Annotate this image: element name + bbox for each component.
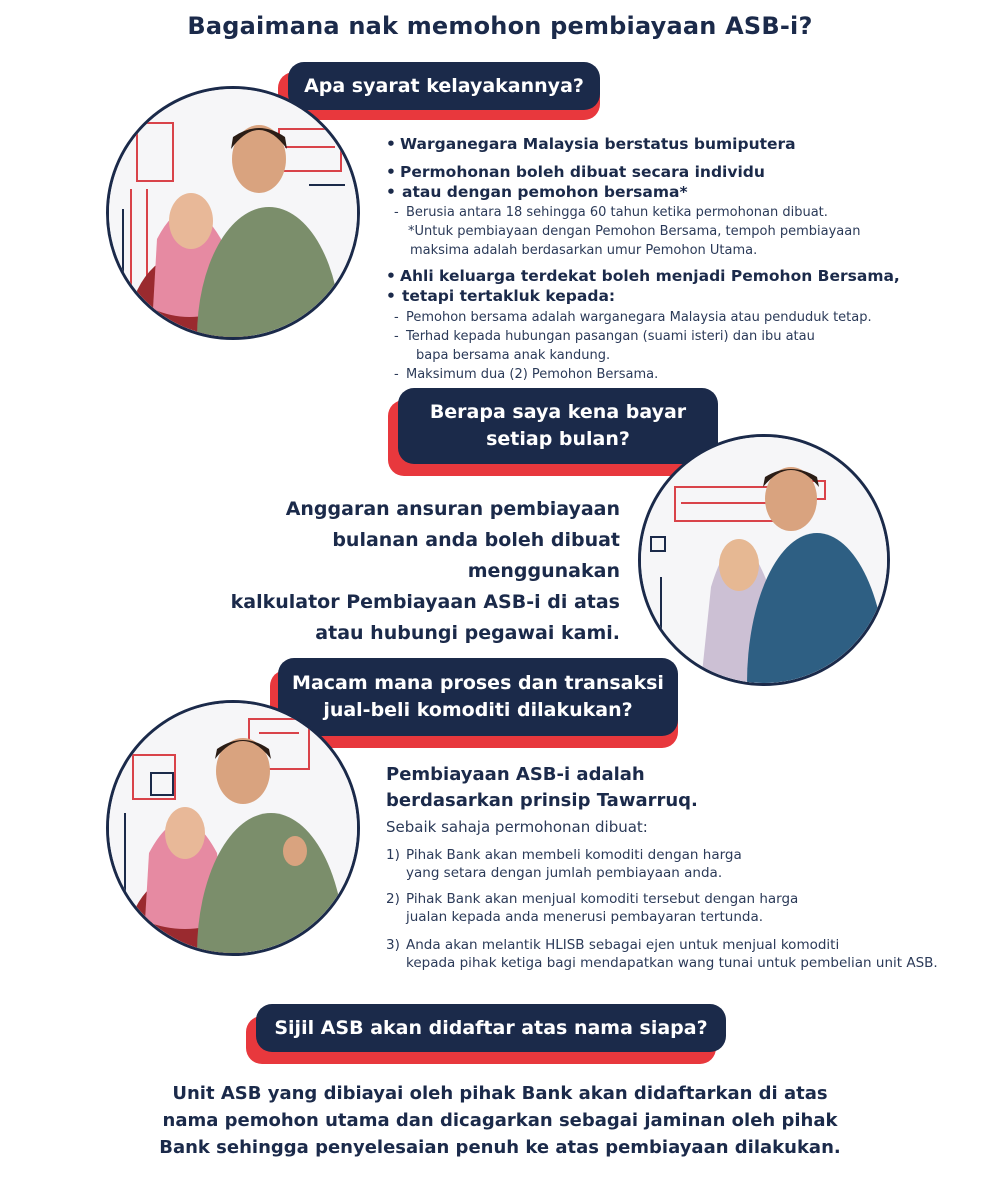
list-item: • Ahli keluarga terdekat boleh menjadi Pemohon Bersama, • tetapi tertakluk kepada: - Pemohon bersama adalah warganegara Malaysia atau penduduk tetap. - Terhad kepada hubungan pasangan (suami isteri) dan ibu atau bapa bersama anak kandung. - Maksimum dua (2) Pemohon Bersama. [386,266,906,384]
list-item: 2) Pihak Bank akan menjual komoditi tersebut dengan harga jualan kepada anda menerusi pembayaran tertunda. [386,891,799,925]
list-item: 1) Pihak Bank akan membeli komoditi dengan harga yang setara dengan jumlah pembiayaan anda. [386,847,742,881]
list-item: 3) Anda akan melantik HLISB sebagai ejen untuk menjual komoditi kepada pihak ketiga bagi mendapatkan wang tunai untuk pembelian unit ASB. [386,937,938,971]
section2-heading: Berapa saya kena bayar setiap bulan? [398,388,718,464]
page-title: Bagaimana nak memohon pembiayaan ASB-i? [187,12,813,40]
section4-body: Unit ASB yang dibiayai oleh pihak Bank akan didaftarkan di atas nama pemohon utama dan dicagarkan sebagai jaminan oleh pihak Bank sehingga penyelesaian penuh ke atas pembiayaan dilakukan. [159,1083,841,1158]
section1-heading-pill [288,62,610,122]
section3-intro: Sebaik sahaja permohonan dibuat: [386,818,648,836]
section1-eligibility-list [386,134,906,384]
list-item: • Permohonan boleh dibuat secara individu • atau dengan pemohon bersama* - Berusia antara 18 sehingga 60 tahun ketika permohonan dibuat. *Untuk pembiayaan dengan Pemohon Bersama, tempoh pembiayaan maksima adalah berdasarkan umur Pemohon Utama. [386,162,906,260]
couple-smiling-photo [106,86,360,340]
list-item: • Warganegara Malaysia berstatus bumiputera [386,134,906,154]
section4-heading-pill [256,1004,734,1066]
section2-heading-pill [398,388,728,478]
section3-heading: Macam mana proses dan transaksi jual-beli komoditi dilakukan? [278,658,678,736]
section1-heading: Apa syarat kelayakannya? [288,62,600,110]
couple-thumbs-up-photo [106,700,360,956]
section4-heading: Sijil ASB akan didaftar atas nama siapa? [256,1004,726,1052]
section3-heading-pill [278,658,688,750]
couple-thinking-photo [638,434,890,686]
section2-body: Anggaran ansuran pembiayaan bulanan anda boleh dibuat menggunakan kalkulator Pembiayaan ASB-i di atas atau hubungi pegawai kami. [230,498,620,644]
section3-title: Pembiayaan ASB-i adalah berdasarkan prinsip Tawarruq. [386,764,698,811]
